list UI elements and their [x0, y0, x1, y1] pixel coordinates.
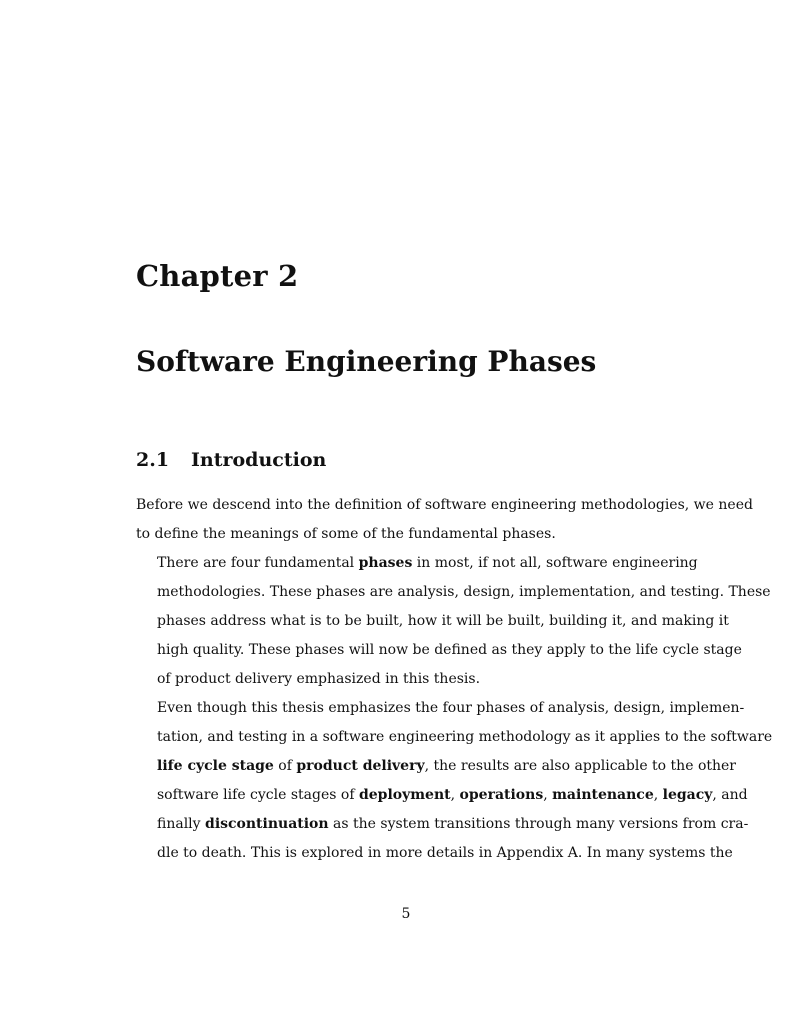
text-segment: as the system transitions through many versions from cra- — [333, 816, 749, 832]
paragraph-2 — [136, 549, 771, 694]
text-line: Even though this thesis emphasizes the four phases of analysis, design, implemen- — [157, 700, 745, 716]
page-number: 5 — [401, 906, 411, 922]
paragraph-3 — [136, 694, 773, 868]
text-line — [136, 549, 698, 578]
term-legacy: legacy — [662, 787, 713, 803]
text-line: to define the meanings of some of the fundamental phases. — [136, 526, 556, 542]
text-line: tation, and testing in a software engineering methodology as it applies to the software — [157, 729, 773, 745]
text-line: of product delivery emphasized in this thesis. — [157, 671, 481, 687]
term-maintenance: maintenance — [552, 787, 654, 803]
text-line: dle to death. This is explored in more details in Appendix A. In many systems the — [157, 845, 733, 861]
text-segment: finally — [157, 816, 201, 832]
text-line — [136, 781, 748, 810]
term-phases: phases — [358, 555, 413, 571]
term-life-cycle-stage: life cycle stage — [157, 758, 274, 774]
text-line: phases address what is to be built, how it will be built, building it, and making it — [157, 613, 729, 629]
chapter-label: Chapter 2 — [136, 259, 299, 293]
text-segment: There are four fundamental — [157, 555, 355, 571]
text-line: Before we descend into the definition of software engineering methodologies, we need — [136, 497, 753, 513]
term-operations: operations — [459, 787, 544, 803]
section-number: 2.1 — [136, 449, 170, 471]
chapter-title: Software Engineering Phases — [136, 345, 597, 378]
term-deployment: deployment — [358, 787, 451, 803]
paragraph-1 — [136, 491, 753, 549]
text-segment: , the results are also applicable to the other — [424, 758, 736, 774]
text-segment: software life cycle stages of — [157, 787, 355, 803]
text-line — [136, 752, 736, 781]
text-segment: , — [543, 787, 548, 803]
text-segment: , — [450, 787, 456, 803]
section-title: Introduction — [191, 449, 327, 471]
text-line: high quality. These phases will now be defined as they apply to the life cycle stage — [157, 642, 742, 658]
section-heading — [136, 447, 326, 473]
text-segment: , and — [712, 787, 748, 803]
body-text — [136, 491, 773, 868]
text-segment: of — [278, 758, 292, 774]
text-line — [136, 810, 749, 839]
text-segment: , — [653, 787, 659, 803]
text-segment: in most, if not all, software engineering — [416, 555, 698, 571]
term-discontinuation: discontinuation — [205, 816, 329, 832]
term-product-delivery: product delivery — [296, 758, 425, 774]
text-line: methodologies. These phases are analysis, design, implementation, and testing. These — [157, 584, 771, 600]
